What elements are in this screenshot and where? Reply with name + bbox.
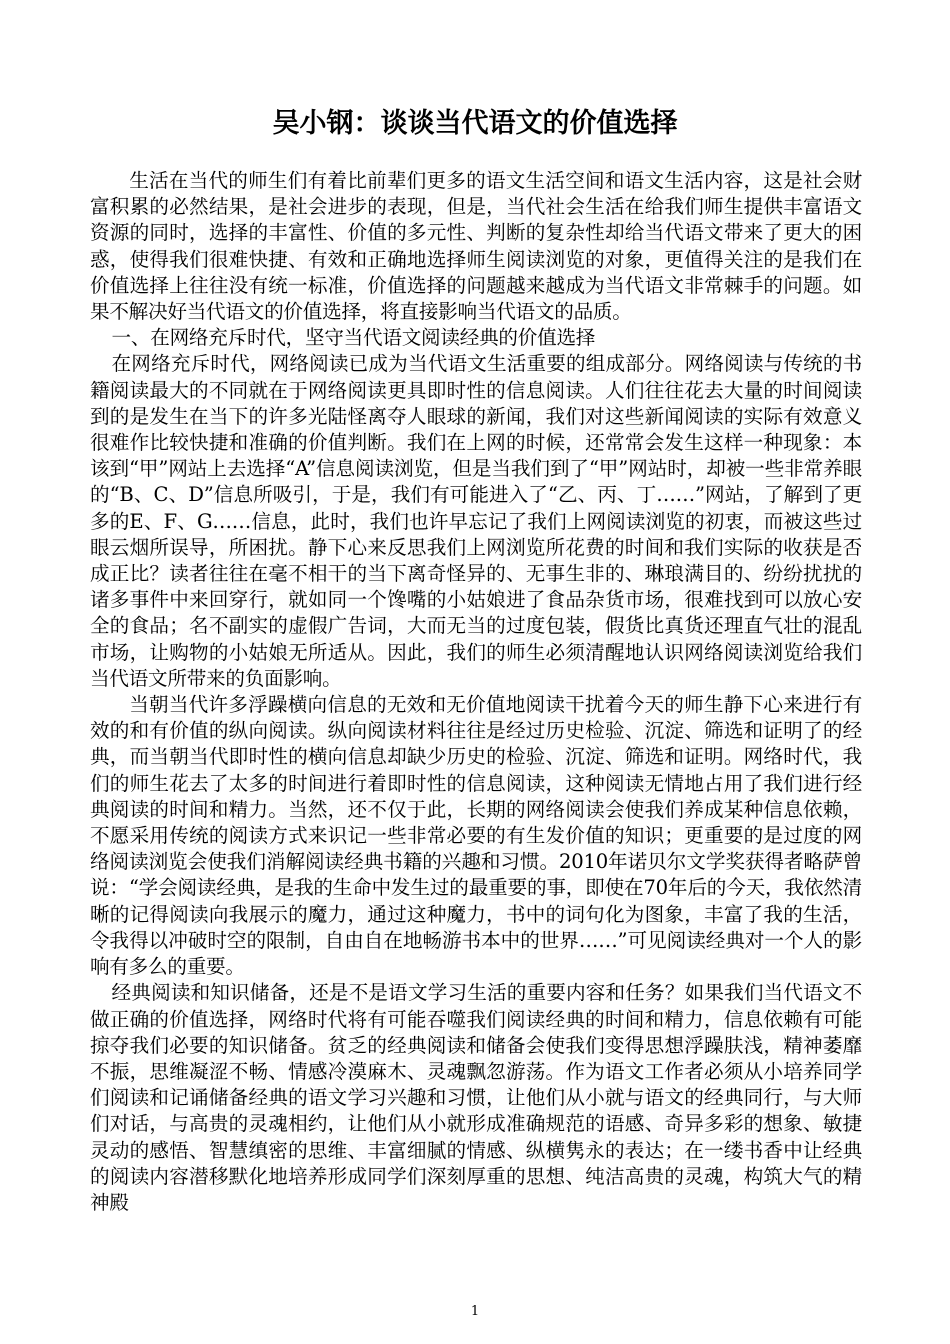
paragraph-classic-reading: 经典阅读和知识储备，还是不是语文学习生活的重要内容和任务？如果我们当代语文不做正确的价值选择，网络时代将有可能吞噬我们阅读经典的时间和精力，信息依赖有可能掠夺我们必要的知识储备。贫乏的经典阅读和储备会使我们变得思想浮躁肤浅，精神萎靡不振，思维凝涩不畅、情感冷漠麻木、灵魂飘忽游荡。作为语文工作者必须从小培养同学们阅读和记诵储备经典的语文学习兴趣和习惯，让他们从小就与语文的经典同行，与大师们对话，与高贵的灵魂相约，让他们从小就形成准确规范的语感、奇异多彩的想象、敏捷灵动的感悟、智慧缜密的思维、丰富细腻的情感、纵横隽永的表达；在一缕书香中让经典的阅读内容潜移默化地培养形成同学们深刻厚重的思想、纯洁高贵的灵魂，构筑大气的精神殿 <box>90 981 862 1214</box>
paragraph-intro: 生活在当代的师生们有着比前辈们更多的语文生活空间和语文生活内容，这是社会财富积累的必然结果，是社会进步的表现，但是，当代社会生活在给我们师生提供丰富语文资源的同时，选择的丰富性、价值的多元性、判断的复杂性却给当代语文带来了更大的困惑，使得我们很难快捷、有效和正确地选择师生阅读浏览的对象，更值得关注的是我们在价值选择上往往没有统一标准，价值选择的问题越来越成为当代语文非常棘手的问题。如果不解决好当代语文的价值选择，将直接影响当代语文的品质。 <box>90 169 862 324</box>
document-title: 吴小钢：谈谈当代语文的价值选择 <box>272 108 678 139</box>
page-number: 1 <box>470 1304 480 1319</box>
document-body <box>90 168 862 1216</box>
paragraph-vertical-reading: 当朝当代许多浮躁横向信息的无效和无价值地阅读干扰着今天的师生静下心来进行有效的和有价值的纵向阅读。纵向阅读材料往往是经过历史检验、沉淀、筛选和证明了的经典，而当朝当代即时性的横向信息却缺少历史的检验、沉淀、筛选和证明。网络时代，我们的师生花去了太多的时间进行着即时性的信息阅读，这种阅读无情地占用了我们进行经典阅读的时间和精力。当然，还不仅于此，长期的网络阅读会使我们养成某种信息依赖，不愿采用传统的阅读方式来识记一些非常必要的有生发价值的知识；更重要的是过度的网络阅读浏览会使我们消解阅读经典书籍的兴趣和习惯。2010年诺贝尔文学奖获得者略萨曾说：“学会阅读经典，是我的生命中发生过的最重要的事，即使在70年后的今天，我依然清晰的记得阅读向我展示的魔力，通过这种魔力，书中的词句化为图象，丰富了我的生活，令我得以冲破时空的限制，自由自在地畅游书本中的世界……”可见阅读经典对一个人的影响有多么的重要。 <box>90 693 862 979</box>
section-heading-1: 一、在网络充斥时代，坚守当代语文阅读经典的价值选择 <box>111 326 596 350</box>
paragraph-network-reading: 在网络充斥时代，网络阅读已成为当代语文生活重要的组成部分。网络阅读与传统的书籍阅读最大的不同就在于网络阅读更具即时性的信息阅读。人们往往花去大量的时间阅读到的是发生在当下的许多光陆怪离夺人眼球的新闻，我们对这些新闻阅读的实际有效意义很难作比较快捷和准确的价值判断。我们在上网的时候，还常常会发生这样一种现象：本该到“甲”网站上去选择“A”信息阅读浏览，但是当我们到了“甲”网站时，却被一些非常养眼的“B、C、D”信息所吸引，于是，我们有可能进入了“乙、丙、丁……”网站，了解到了更多的E、F、G……信息，此时，我们也许早忘记了我们上网阅读浏览的初衷，而被这些过眼云烟所误导，所困扰。静下心来反思我们上网浏览所花费的时间和我们实际的收获是否成正比？读者往往在毫不相干的当下离奇怪异的、无事生非的、琳琅满目的、纷纷扰扰的诸多事件中来回穿行，就如同一个馋嘴的小姑娘进了食品杂货市场，很难找到可以放心安全的食品；名不副实的虚假广告词，大而无当的过度包装，假货比真货还理直气壮的混乱市场，让购物的小姑娘无所适从。因此，我们的师生必须清醒地认识网络阅读浏览给我们当代语文所带来的负面影响。 <box>90 352 862 690</box>
